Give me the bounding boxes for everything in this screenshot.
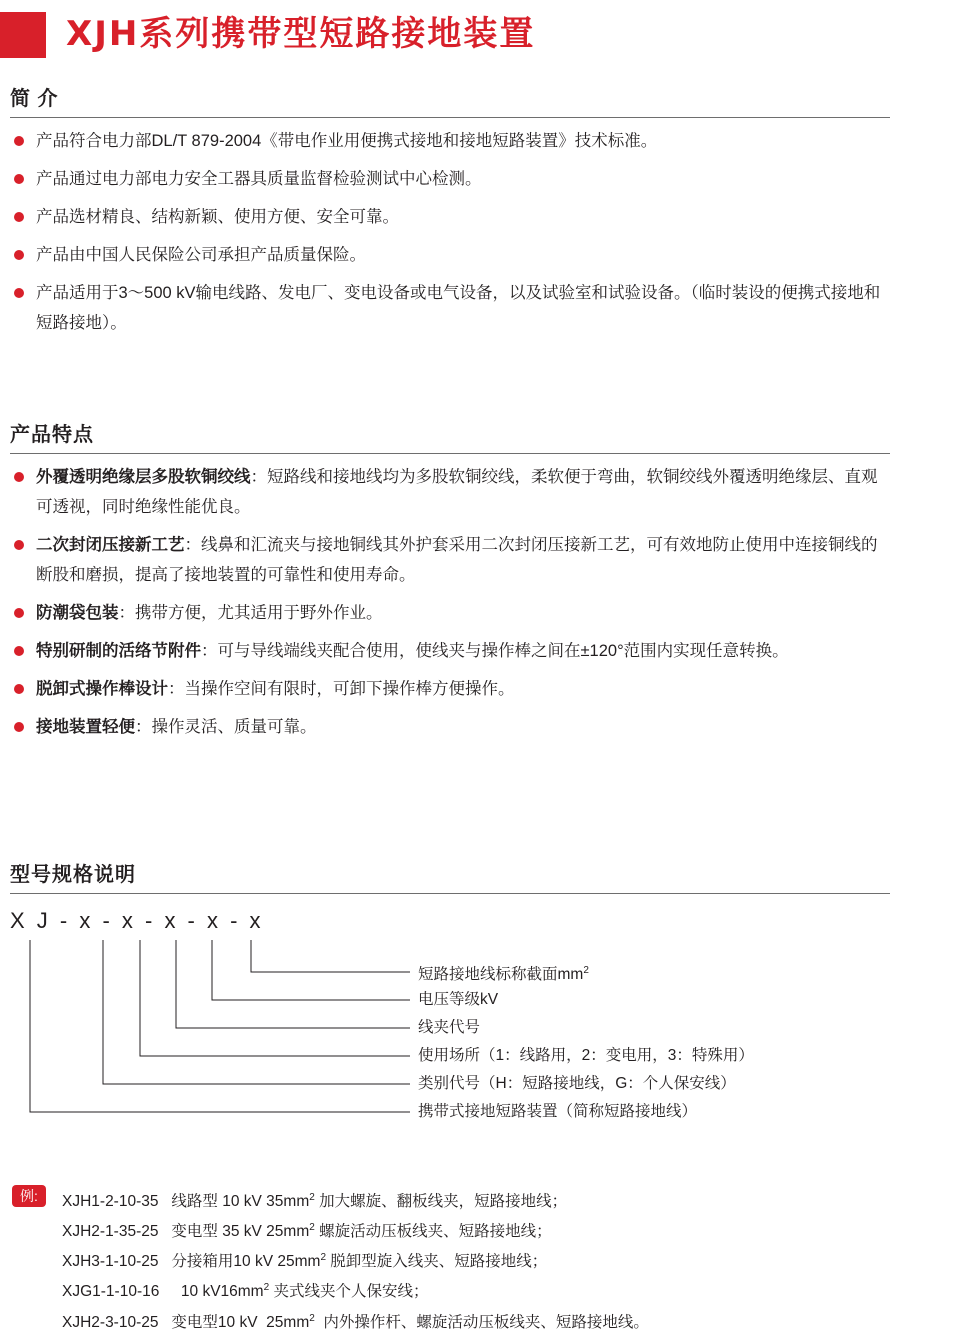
example-line: XJH3-1-10-25 分接箱用10 kV $25mm^2$ 脱卸型旋入线夹、短路接地线； [62, 1252, 548, 1271]
diagram-label: 类别代号（H：短路接地线，G：个人保安线） [418, 1075, 736, 1092]
example-line: XJG1-1-10-16 10 $kV16mm^2$ 夹式线夹个人保安线； [62, 1282, 429, 1301]
list-item: 产品符合电力部DL/T 879-2004《带电作业用便携式接地和接地短路装置》技术标准。 [10, 126, 890, 156]
feature-sep: ： [201, 642, 218, 660]
feature-name: 接地装置轻便 [36, 718, 135, 736]
list-item [10, 598, 890, 628]
feature-name: 外覆透明绝缘层多股软铜绞线 [36, 468, 251, 486]
example-model: XJH3-1-10-25 [62, 1253, 159, 1271]
example-desc: 线路型 10 kV 35mm [171, 1193, 310, 1211]
feature-text: 携带方便，尤其适用于野外作业。 [135, 604, 383, 622]
feature-sep: ： [135, 718, 152, 736]
list-item: 产品由中国人民保险公司承担产品质量保险。 [10, 240, 890, 270]
example-model: XJH1-2-10-35 [62, 1193, 159, 1211]
feature-text: 短路线和接地线均为多股软铜绞线，柔软便于弯曲，软铜绞线外覆透明绝缘层、直观可透视，同时绝缘性能优良。 [36, 468, 878, 516]
example-section [0, 1185, 956, 1336]
feature-text: 当操作空间有限时，可卸下操作棒方便操作。 [184, 680, 515, 698]
page-title: XJH系列携带型短路接地装置 [66, 14, 536, 54]
feature-name: 特别研制的活络节附件 [36, 642, 201, 660]
feature-sep: ： [118, 604, 135, 622]
feature-sep: ： [250, 468, 267, 486]
model-diagram [10, 934, 910, 1164]
intro-heading: 简 介 [10, 88, 59, 110]
example-desc: 变电型10 kV 25mm [171, 1313, 310, 1331]
example-desc: 分接箱用10 kV 25mm [171, 1253, 321, 1271]
model-section [10, 858, 890, 1164]
list-item [10, 462, 890, 522]
feature-text: 操作灵活、质量可靠。 [151, 718, 317, 736]
list-item: 产品适用于3～500 kV输电线路、发电厂、变电设备或电气设备，以及试验室和试验设备。（临时装设的便携式接地和短路接地）。 [10, 278, 890, 338]
feature-name: 二次封闭压接新工艺 [36, 536, 185, 554]
intro-section [10, 82, 890, 338]
example-line: XJH1-2-10-35 线路型 10 kV $35mm^2$ 加大螺旋、翻板线夹，短路接地线； [62, 1192, 568, 1211]
list-item [10, 636, 890, 666]
intro-divider [10, 117, 890, 118]
list-item [10, 712, 890, 742]
example-desc: 10 kV16mm [172, 1283, 264, 1301]
intro-list [10, 126, 890, 338]
feature-name: 脱卸式操作棒设计 [36, 680, 168, 698]
example-line: XJH2-3-10-25 变电型10 kV $25mm^2$ 内外操作杆、螺旋活动压板线夹、短路接地线。 [62, 1312, 649, 1331]
diagram-label: 电压等级kV [418, 991, 499, 1008]
example-badge: 例: [12, 1185, 46, 1207]
diagram-label: 短路接地线标称截面$mm^2$ [418, 965, 589, 984]
page-header [0, 12, 956, 58]
list-item: 产品选材精良、结构新颖、使用方便、安全可靠。 [10, 202, 890, 232]
model-code: X J - x - x - x - x - x [10, 908, 264, 933]
diagram-label: 线夹代号 [418, 1019, 481, 1036]
example-desc: 变电型 35 kV 25mm [171, 1223, 310, 1241]
feature-text: 线鼻和汇流夹与接地铜线其外护套采用二次封闭压接新工艺，可有效地防止使用中连接铜线的断股和磨损，提高了接地装置的可靠性和使用寿命。 [36, 536, 878, 584]
example-model: XJH2-1-35-25 [62, 1223, 159, 1241]
feature-name: 防潮袋包装 [36, 604, 119, 622]
feature-sep: ： [184, 536, 201, 554]
list-item [10, 530, 890, 590]
list-item: 产品通过电力部电力安全工器具质量监督检验测试中心检测。 [10, 164, 890, 194]
header-accent-bar [0, 12, 46, 58]
model-heading: 型号规格说明 [10, 864, 136, 886]
feature-sep: ： [168, 680, 185, 698]
features-section [10, 418, 890, 742]
feature-text: 可与导线端线夹配合使用，使线夹与操作棒之间在±120°范围内实现任意转换。 [217, 642, 789, 660]
diagram-label: 携带式接地短路装置（简称短路接地线） [418, 1103, 698, 1120]
features-heading: 产品特点 [10, 424, 94, 446]
list-item [10, 674, 890, 704]
features-divider [10, 453, 890, 454]
example-model: XJG1-1-10-16 [62, 1283, 160, 1301]
example-model: XJH2-3-10-25 [62, 1313, 159, 1331]
features-list [10, 462, 890, 742]
example-line: XJH2-1-35-25 变电型 35 kV $25mm^2$ 螺旋活动压板线夹、短路接地线； [62, 1222, 552, 1241]
diagram-label: 使用场所（1：线路用，2：变电用，3：特殊用） [418, 1047, 754, 1064]
